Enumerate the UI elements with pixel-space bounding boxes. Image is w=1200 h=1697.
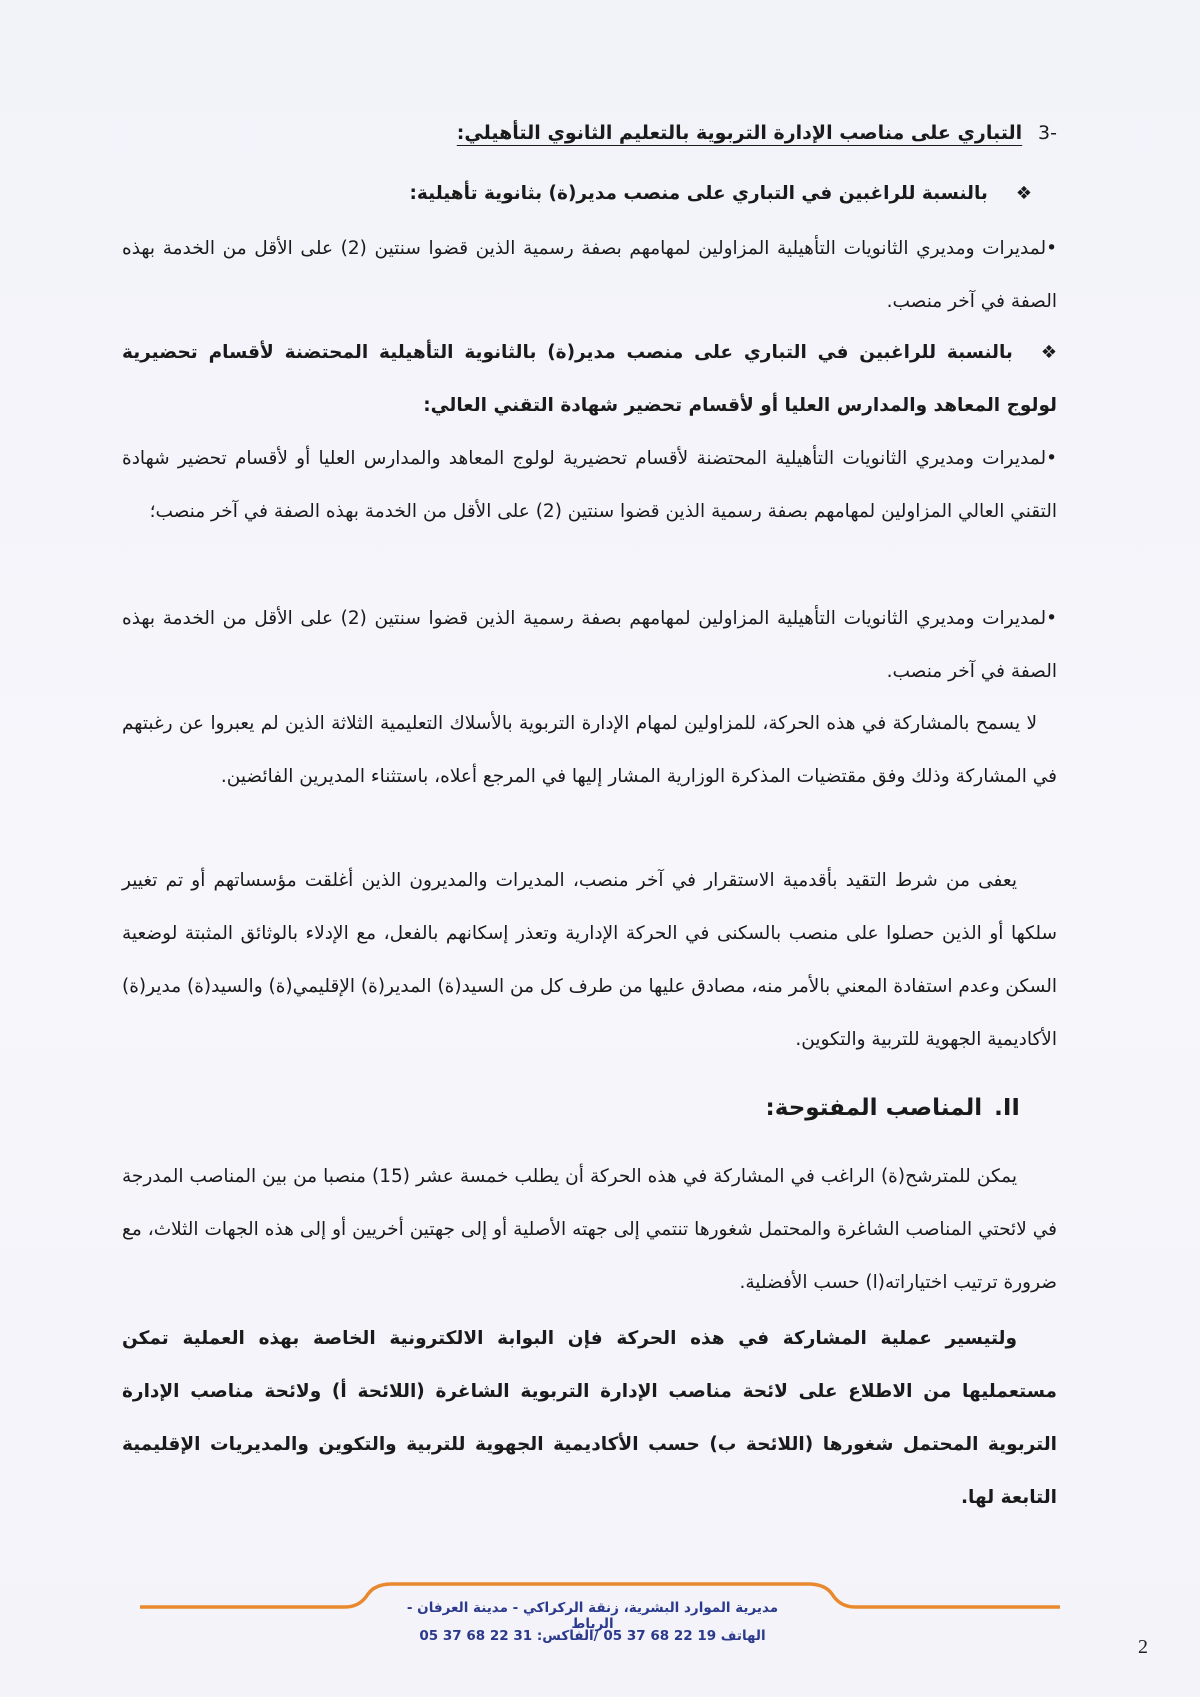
diamond-bullet-icon: ❖ [1015,183,1032,204]
bullet-1-item [122,222,1057,328]
paragraph-no-participation [122,697,1057,803]
bullet-1-item-text: •لمديرات ومديري الثانويات التأهيلية المزاولين لمهامهم بصفة رسمية الذين قضوا سنتين (2) على الأقل من الخدمة بهذه الصفة في آخر منصب. [122,238,1058,312]
paragraph-no-participation-text: لا يسمح بالمشاركة في هذه الحركة، للمزاولين لمهام الإدارة التربوية بالأسلاك التعليمية الثلاثة الذين لم يعبروا عن رغبتهم في المشاركة وذلك وفق مقتضيات المذكرة الوزارية المشار إليها في المرجع أعلاه، باستثناء المديرين الفائضين. [122,713,1057,787]
section-3-title: التباري على مناصب الإدارة التربوية بالتعليم الثانوي التأهيلي: [456,122,1023,144]
bullet-2-heading [122,326,1057,432]
footer-phone-fax: الهاتف 19 22 68 37 05 /الفاكس: 31 22 68 37 05 [419,1628,766,1644]
section-3-heading [122,107,1057,160]
bullet-1-heading [122,167,1057,220]
page-number: 2 [1138,1636,1148,1658]
section-3-number: -3 [1038,122,1057,144]
footer-address: مديرية الموارد البشرية، زنقة الركراكي - مدينة العرفان - الرباط [406,1600,779,1632]
bullet-2-heading-text: بالنسبة للراغبين في التباري على منصب مدير(ة) بالثانوية التأهيلية المحتضنة لأقسام تحضيرية لولوج المعاهد والمدارس العليا أو لأقسام تحضير شهادة التقني العالي: [122,342,1057,416]
diamond-bullet-icon: ❖ [1040,342,1057,363]
paragraph-portal [122,1312,1057,1524]
paragraph-exemption [122,854,1057,1066]
bullet-2-item-1-text: •لمديرات ومديري الثانويات التأهيلية المحتضنة لأقسام تحضيرية لولوج المعاهد والمدارس العليا أو لأقسام تحضير شهادة التقني العالي المزاولين لمهامهم بصفة رسمية الذين قضوا سنتين (2) على الأقل من الخدمة بهذه الصفة في آخر منصب؛ [122,448,1057,522]
paragraph-portal-text: ولتيسير عملية المشاركة في هذه الحركة فإن البوابة الالكترونية الخاصة بهذه العملية تمكن مستعمليها من الاطلاع على لائحة مناصب الإدارة التربوية الشاغرة (اللائحة أ) ولائحة مناصب الإدارة التربوية المحتمل شغورها (اللائحة ب) حسب الأكاديمية الجهوية للتربية والتكوين والمديريات الإقليمية التابعة لها. [122,1328,1057,1508]
bullet-1-heading-text: بالنسبة للراغبين في التباري على منصب مدير(ة) بثانوية تأهيلية: [409,183,988,204]
section-ii-title: المناصب المفتوحة: [765,1095,983,1121]
paragraph-positions-text: يمكن للمترشح(ة) الراغب في المشاركة في هذه الحركة أن يطلب خمسة عشر (15) منصبا من بين المناصب المدرجة في لائحتي المناصب الشاغرة والمحتمل شغورها تنتمي إلى جهته الأصلية أو إلى جهتين أخريين أو إلى هذه الجهات الثلاث، مع ضرورة ترتيب اختياراته(ا) حسب الأفضلية. [122,1166,1057,1293]
paragraph-exemption-text: يعفى من شرط التقيد بأقدمية الاستقرار في آخر منصب، المديرات والمديرون الذين أغلقت مؤسساتهم أو تم تغيير سلكها أو الذين حصلوا على منصب بالسكنى في الحركة الإدارية وتعذر إسكانهم بالفعل، مع الإدلاء بالوثائق المثبتة لوضعية السكن وعدم استفادة المعني بالأمر منه، مصادق عليها من طرف كل من السيد(ة) المدير(ة) الإقليمي(ة) والسيد(ة) مدير(ة) الأكاديمية الجهوية للتربية والتكوين. [122,870,1057,1050]
bullet-2-item-2 [122,592,1057,698]
section-ii-heading [122,1082,1057,1135]
section-ii-number: II. [994,1095,1020,1121]
bullet-2-item-2-text: •لمديرات ومديري الثانويات التأهيلية المزاولين لمهامهم بصفة رسمية الذين قضوا سنتين (2) على الأقل من الخدمة بهذه الصفة في آخر منصب. [122,608,1058,682]
bullet-2-item-1 [122,432,1057,538]
paragraph-positions [122,1150,1057,1309]
